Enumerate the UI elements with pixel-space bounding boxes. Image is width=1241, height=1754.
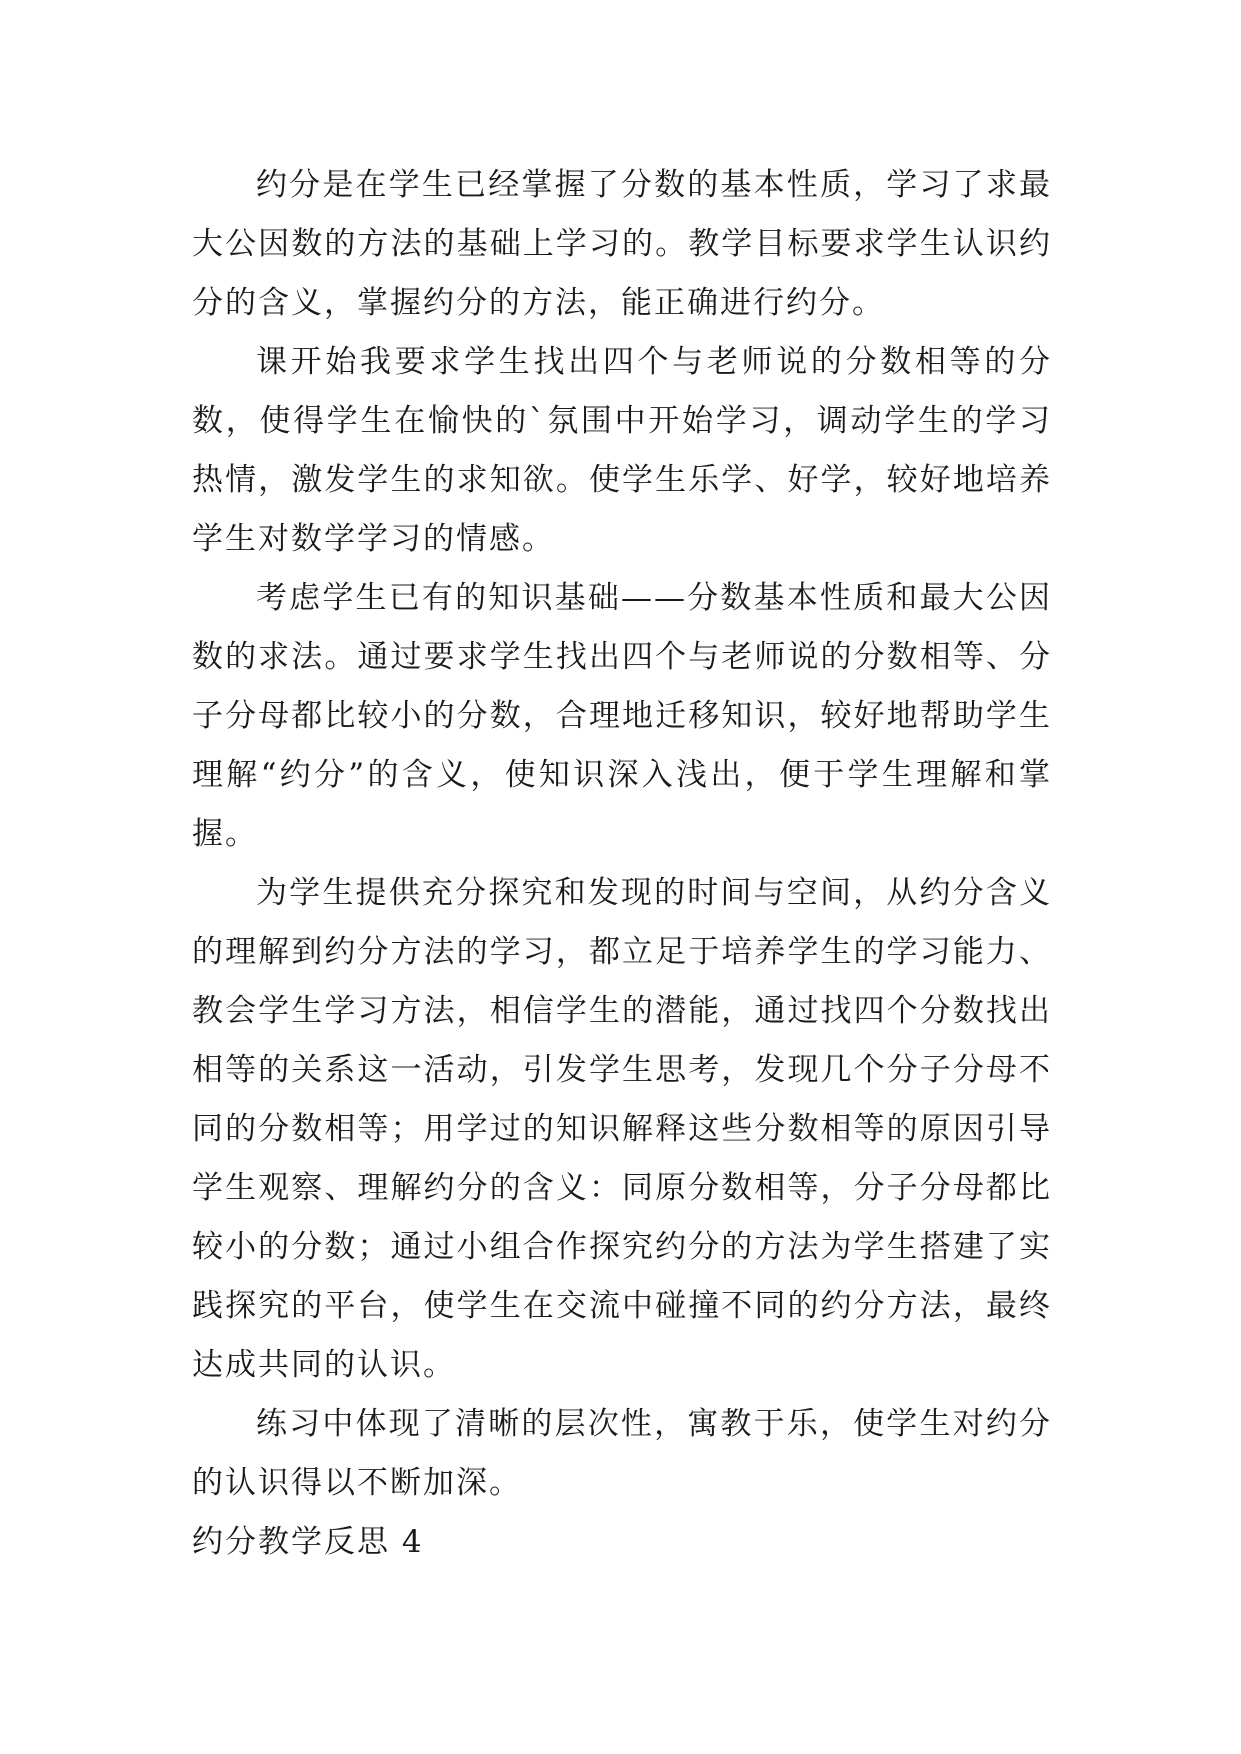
- paragraph-1: 约分是在学生已经掌握了分数的基本性质，学习了求最大公因数的方法的基础上学习的。教学目标要求学生认识约分的含义，掌握约分的方法，能正确进行约分。: [192, 167, 1052, 321]
- paragraph-5: 练习中体现了清晰的层次性，寓教于乐，使学生对约分的认识得以不断加深。: [192, 1406, 1052, 1501]
- paragraph-2: 课开始我要求学生找出四个与老师说的分数相等的分数，使得学生在愉快的`氛围中开始学习，调动学生的学习热情，激发学生的求知欲。使学生乐学、好学，较好地培养学生对数学学习的情感。: [192, 344, 1052, 557]
- paragraph-4: 为学生提供充分探究和发现的时间与空间，从约分含义的理解到约分方法的学习，都立足于培养学生的学习能力、教会学生学习方法，相信学生的潜能，通过找四个分数找出相等的关系这一活动，引发学生思考，发现几个分子分母不同的分数相等；用学过的知识解释这些分数相等的原因引导学生观察、理解约分的含义：同原分数相等，分子分母都比较小的分数；通过小组合作探究约分的方法为学生搭建了实践探究的平台，使学生在交流中碰撞不同的约分方法，最终达成共同的认识。: [192, 875, 1052, 1383]
- document-body: [192, 156, 1052, 1572]
- section-heading: 约分教学反思 4: [192, 1524, 424, 1560]
- paragraph-3: 考虑学生已有的知识基础——分数基本性质和最大公因数的求法。通过要求学生找出四个与老师说的分数相等、分子分母都比较小的分数，合理地迁移知识，较好地帮助学生理解“约分”的含义，使知识深入浅出，便于学生理解和掌握。: [192, 580, 1052, 852]
